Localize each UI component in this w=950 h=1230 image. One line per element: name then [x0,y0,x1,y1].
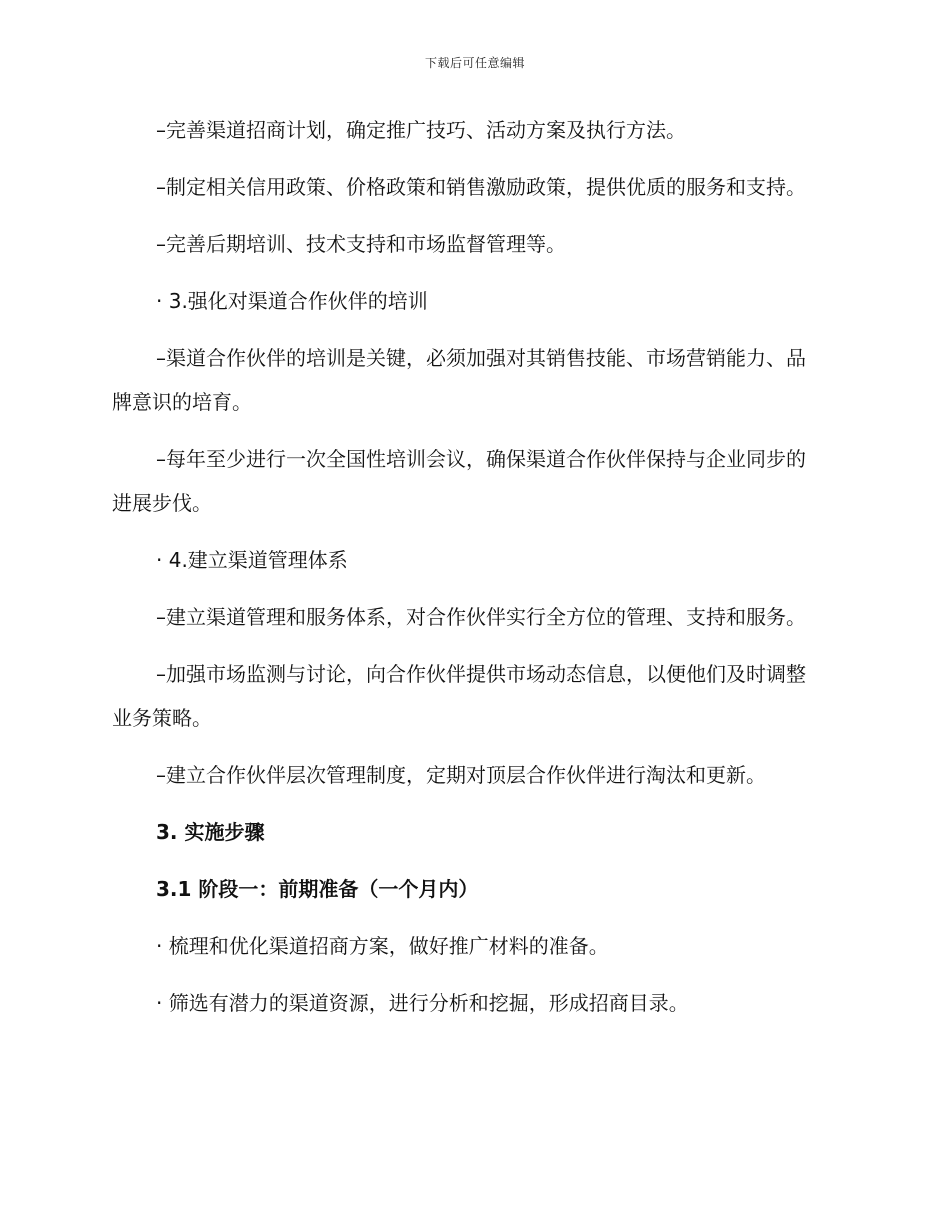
subsection-heading: 3.1 阶段一：前期准备（一个月内） [156,877,479,901]
paragraph: –完善后期培训、技术支持和市场监督管理等。 [156,232,566,256]
document-body [112,108,824,1038]
paragraph: –完善渠道招商计划，确定推广技巧、活动方案及执行方法。 [156,118,686,142]
paragraph: –建立渠道管理和服务体系，对合作伙伴实行全方位的管理、支持和服务。 [156,605,806,629]
paragraph: –每年至少进行一次全国性培训会议，确保渠道合作伙伴保持与企业同步的进展步伐。 [112,447,806,515]
paragraph: –制定相关信用政策、价格政策和销售激励政策，提供优质的服务和支持。 [156,175,806,199]
section-heading: · 3.强化对渠道合作伙伴的培训 [156,289,428,313]
section-heading: · 4.建立渠道管理体系 [156,548,348,572]
paragraph: –渠道合作伙伴的培训是关键，必须加强对其销售技能、市场营销能力、品牌意识的培育。 [112,346,806,414]
paragraph: –加强市场监测与讨论，向合作伙伴提供市场动态信息，以便他们及时调整业务策略。 [112,662,806,730]
bullet-item: · 梳理和优化渠道招商方案，做好推广材料的准备。 [156,934,609,958]
bullet-item: · 筛选有潜力的渠道资源，进行分析和挖掘，形成招商目录。 [156,991,689,1015]
header-note: 下载后可任意编辑 [424,56,525,70]
paragraph: –建立合作伙伴层次管理制度，定期对顶层合作伙伴进行淘汰和更新。 [156,763,766,787]
chapter-heading: 3. 实施步骤 [156,820,265,844]
